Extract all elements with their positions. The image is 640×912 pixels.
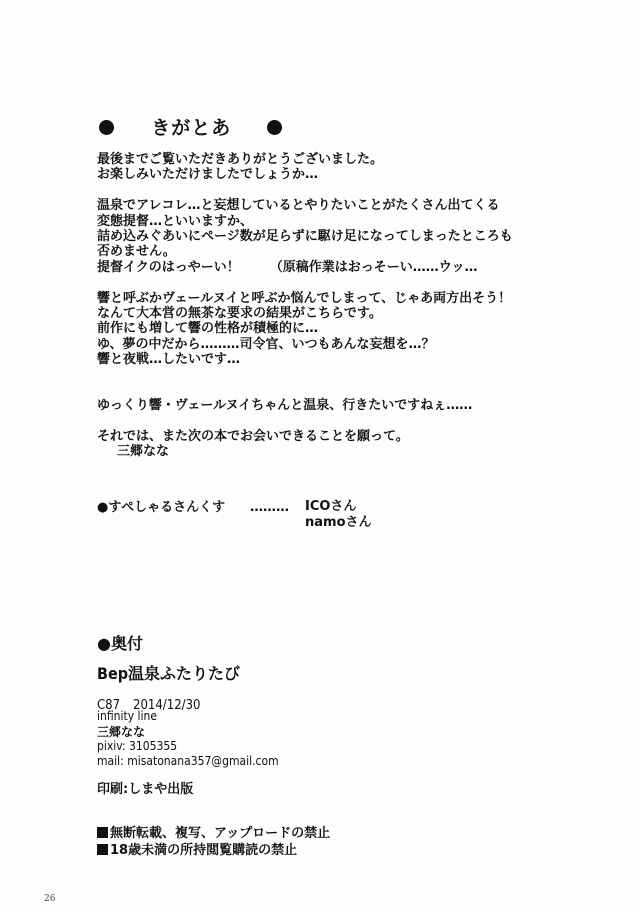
body-line: お楽しみいただけましたでしょうか… [97,167,319,183]
body-line: 響と呼ぶかヴェールヌイと呼ぶか悩んでしまって、じゃあ両方出そう！ [97,290,512,306]
body-line: ゆ、夢の中だから………司令官、いつもあんな妄想を…？ [97,336,435,352]
body-line: 否めません。 [97,244,176,260]
notice-no-reprint: 無断転載、複写、アップロードの禁止 [97,826,330,841]
author-name: 三郷なな [97,725,146,739]
body-line [97,414,513,429]
body-line: 前作にも増して響の性格が積極的に… [97,321,319,337]
colophon-title: ●奥付 [97,634,143,653]
body-line-right: （原稿作業はおっそーい……ウッ… [269,259,478,275]
afterword-title: きがとあ [151,117,232,139]
signature: 三郷なな [117,444,170,459]
page-number: 26 [44,894,56,904]
body-line: それでは、また次の本でお会いできることを願って。 [97,429,409,445]
special-thanks-dots: ……… [250,500,289,515]
special-thanks-name: namoさん [305,515,372,530]
afterword-heading [99,113,282,140]
book-title: Bep温泉ふたりたび [97,664,241,683]
body-line: 詰め込みぐあいにページ数が足らずに駆け足になってしまったところも [97,228,513,244]
body-line [97,260,513,275]
mail-address: mail: misatonana357@gmail.com [97,754,279,768]
circle-name: infinity line [97,709,158,723]
bullet-icon [267,120,282,135]
body-line-left: 提督イクのはっやーい！ [97,259,240,275]
body-line: 温泉でアレコレ…と妄想しているとやりたいことがたくさん出てくる [97,198,500,214]
bullet-icon [99,120,114,135]
printer: 印刷:しまや出版 [97,782,194,797]
notice-age-restriction: 18歳未満の所持閲覧購読の禁止 [97,843,297,858]
afterword-body [97,152,513,444]
event-date: C87 2014/12/30 [97,698,201,713]
square-bullet-icon [97,827,108,838]
pixiv-id: pixiv: 3105355 [97,739,178,753]
square-bullet-icon [97,844,108,855]
body-line: なんて大本営の無茶な要求の結果がこちらです。 [97,305,382,321]
body-line: 響と夜戦…したいです… [97,352,241,368]
body-line: 最後までご覧いただきありがとうございました。 [97,152,384,167]
body-line: 変態提督…といいますか、 [97,213,254,229]
special-thanks-name: ICOさん [305,499,357,514]
body-line: ゆっくり響・ヴェールヌイちゃんと温泉、行きたいですねぇ…… [97,398,473,414]
special-thanks-label: ●すぺしゃるさんくす [97,500,226,515]
